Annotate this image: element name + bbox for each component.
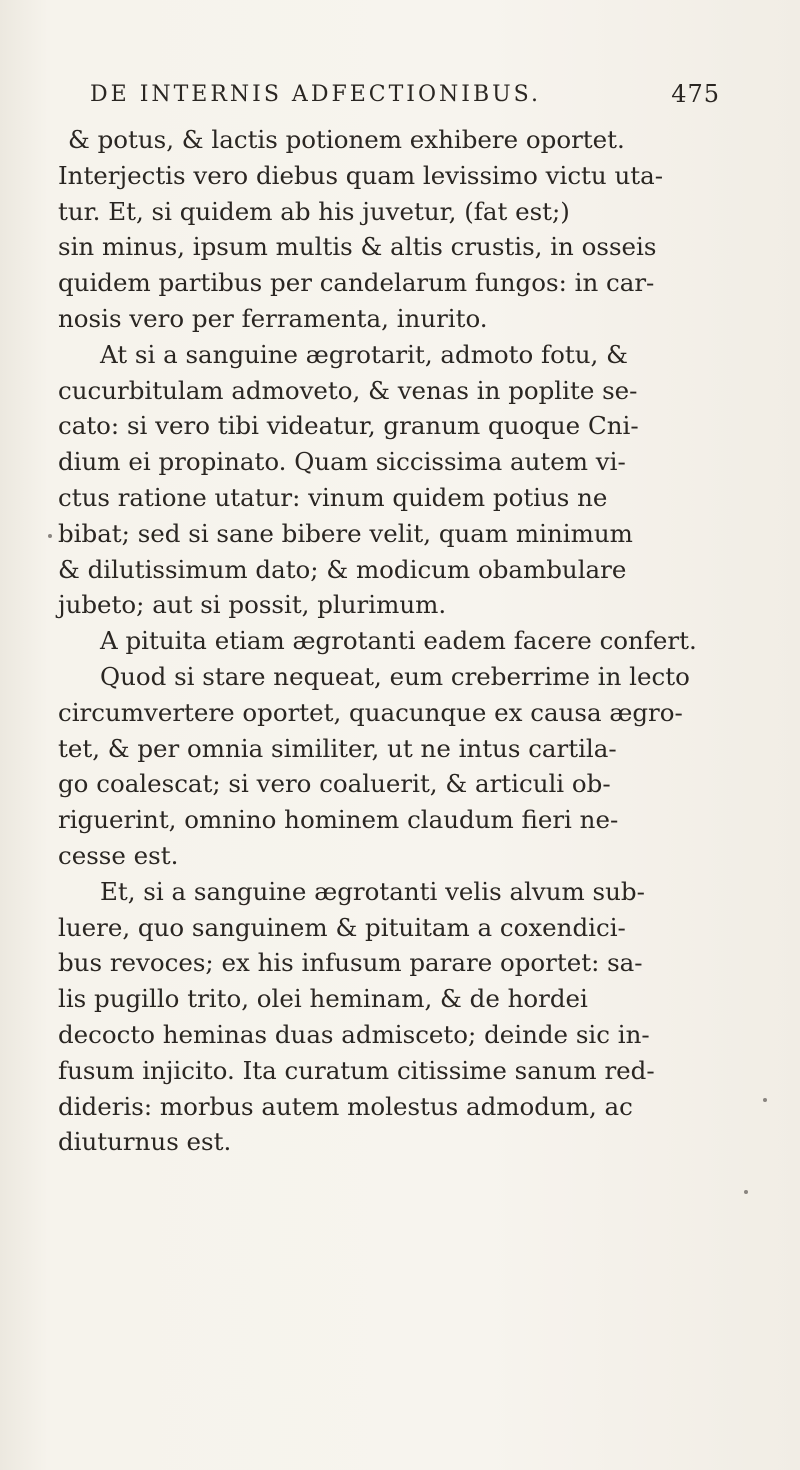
body-text bbox=[58, 122, 758, 1160]
paragraph-start: A pituita etiam ægrotanti eadem facere confert. bbox=[100, 626, 697, 656]
text-line: fusum injicito. Ita curatum citissime sanum red- bbox=[58, 1055, 655, 1085]
text-line: circumvertere oportet, quacunque ex causa ægro- bbox=[58, 697, 683, 727]
text-line: cucurbitulam admoveto, & venas in poplite se- bbox=[58, 375, 638, 405]
text-line: lis pugillo trito, olei heminam, & de hordei bbox=[58, 984, 588, 1014]
text-line: Interjectis vero diebus quam levissimo victu uta- bbox=[58, 160, 663, 190]
text-line: tur. Et, si quidem ab his juvetur, (fat est;) bbox=[58, 196, 570, 226]
running-title: DE INTERNIS ADFECTIONIBUS. bbox=[90, 82, 541, 107]
text-line: bibat; sed si sane bibere velit, quam minimum bbox=[58, 518, 633, 548]
paragraph-start: At si a sanguine ægrotarit, admoto fotu, & bbox=[100, 339, 628, 369]
text-line: decocto heminas duas admisceto; deinde sic in- bbox=[58, 1019, 650, 1049]
text-line: diuturnus est. bbox=[58, 1127, 232, 1157]
text-line: dideris: morbus autem molestus admodum, ac bbox=[58, 1091, 633, 1121]
text-line: tet, & per omnia similiter, ut ne intus cartila- bbox=[58, 733, 617, 763]
text-line: riguerint, omnino hominem claudum fieri ne- bbox=[58, 805, 619, 835]
paragraph-start: Quod si stare nequeat, eum creberrime in lecto bbox=[100, 661, 690, 691]
text-line: nosis vero per ferramenta, inurito. bbox=[58, 303, 488, 333]
page-number: 475 bbox=[671, 80, 720, 108]
running-header bbox=[90, 82, 720, 122]
text-line: cesse est. bbox=[58, 840, 179, 870]
margin-speck bbox=[48, 534, 52, 538]
text-line: cato: si vero tibi videatur, granum quoque Cni- bbox=[58, 411, 639, 441]
margin-speck bbox=[763, 1098, 767, 1102]
text-line: bus revoces; ex his infusum parare oportet: sa- bbox=[58, 948, 643, 978]
text-line: ctus ratione utatur: vinum quidem potius ne bbox=[58, 482, 608, 512]
paragraph-start: Et, si a sanguine ægrotanti velis alvum sub- bbox=[100, 876, 645, 906]
text-line: jubeto; aut si possit, plurimum. bbox=[58, 590, 447, 620]
text-line: go coalescat; si vero coaluerit, & articuli ob- bbox=[58, 769, 611, 799]
margin-speck bbox=[744, 1190, 748, 1194]
text-line: quidem partibus per candelarum fungos: in car- bbox=[58, 268, 655, 298]
text-line: sin minus, ipsum multis & altis crustis, in osseis bbox=[58, 232, 657, 262]
text-line: & potus, & lactis potionem exhibere oportet. bbox=[68, 125, 625, 154]
text-line: luere, quo sanguinem & pituitam a coxendici- bbox=[58, 912, 626, 942]
text-line: dium ei propinato. Quam siccissima autem vi- bbox=[58, 447, 626, 477]
text-line: & dilutissimum dato; & modicum obambulare bbox=[58, 554, 627, 584]
